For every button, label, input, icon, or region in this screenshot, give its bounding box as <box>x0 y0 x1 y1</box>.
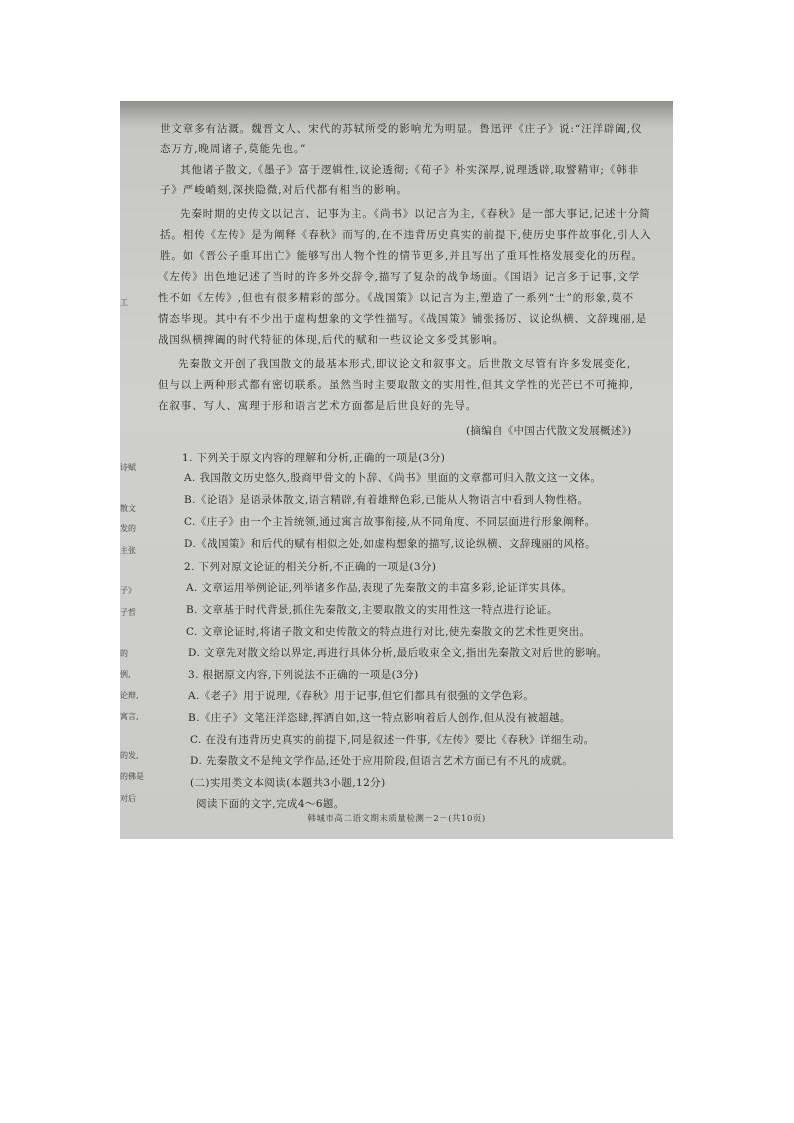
margin-fragment: 子》 <box>120 586 136 595</box>
question-option: C. 文章论证时,将诸子散文和史传散文的特点进行对比,使先秦散文的艺术性更突出。 <box>186 626 591 638</box>
paragraph-line: 但与以上两种形式都有密切联系。虽然当时主要取散文的实用性,但其文学性的光芒已不可掩抑, <box>158 379 634 391</box>
margin-fragment: 对后 <box>120 794 136 803</box>
question-option: A.《老子》用于说理,《春秋》用于记事,但它们都具有很强的文学色彩。 <box>188 690 535 702</box>
paragraph-line: 子》严峻峭刻,深挟隐微,对后代都有相当的影响。 <box>160 184 408 196</box>
page-footer: 韩城市高二语文期末质量检测－2－(共10页) <box>307 814 486 824</box>
paragraph-line: 世文章多有沾溉。魏晋文人、宋代的苏轼所受的影响尤为明显。鲁迅评《庄子》说:“汪洋辟阖,仪 <box>160 123 643 135</box>
paragraph-line: 战国纵横捭阖的时代特征的体现,后代的赋和一些议论文多受其影响。 <box>158 334 505 346</box>
question-stem: 3. 根据原文内容,下列说法不正确的一项是(3分) <box>188 669 419 681</box>
paragraph-line: 先秦时期的史传文以记言、记事为主。《尚书》以记言为主,《春秋》是一部大事记,记述十分简 <box>180 208 651 220</box>
question-stem: 1. 下列关于原文内容的理解和分析,正确的一项是(3分) <box>182 452 446 464</box>
section-instruction: 阅读下面的文字,完成4～6题。 <box>196 798 345 810</box>
question-option: B. 文章基于时代背景,抓住先秦散文,主要取散文的实用性这一特点进行论证。 <box>186 604 558 616</box>
paragraph-line: 胜。如《晋公子重耳出亡》能够写出人物个性的情节更多,并且写出了重耳性格发展变化的历程。 <box>160 250 644 262</box>
margin-fragment: 诗赋 <box>120 463 136 472</box>
margin-fragment: 的 <box>120 649 128 658</box>
margin-fragment: 论辩, <box>120 691 139 700</box>
question-option: D. 文章先对散文给以界定,再进行具体分析,最后收束全文,指出先秦散文对后世的影响。 <box>188 647 608 659</box>
margin-fragment: 主张 <box>120 546 136 555</box>
margin-fragment: 子哲 <box>120 608 136 617</box>
margin-fragment: 寓言, <box>120 712 139 721</box>
paragraph-line: 性不如《左传》,但也有很多精彩的部分。《战国策》以记言为主,塑造了一系列“士”的形象,莫不 <box>158 292 634 304</box>
question-option: A. 文章运用举例论证,列举诸多作品,表现了先秦散文的丰富多彩,论证详实具体。 <box>186 582 573 594</box>
question-option: C.《庄子》由一个主旨统领,通过寓言故事衔接,从不同角度、不同层面进行形象阐释。 <box>184 516 596 528</box>
paragraph-line: 态万方,晚周诸子,莫能先也。” <box>160 143 307 155</box>
paragraph-line: 其他诸子散文,《墨子》富于逻辑性,议论透彻;《荀子》朴实深厚,说理透辟,取譬精审;《韩非 <box>180 164 640 176</box>
margin-fragment: 的佛是 <box>120 772 144 781</box>
paragraph-line: 括。相传《左传》是为阐释《春秋》而写的,在不违背历史真实的前提下,使历史事件故事化,引人入 <box>160 229 652 241</box>
question-option: C. 在没有违背历史真实的前提下,同是叙述一件事,《左传》要比《春秋》详细生动。 <box>190 734 595 746</box>
paragraph-line: 情态毕现。其中有不少出于虚构想象的文学性描写。《战国策》铺张扬厉、议论纵横、文辞瑰丽,是 <box>158 313 648 325</box>
question-option: D. 先秦散文不是纯文学作品,还处于应用阶段,但语言艺术方面已有不凡的成就。 <box>190 755 574 767</box>
margin-fragment: 例, <box>120 670 131 679</box>
paragraph-line: 在叙事、写人、寓理于形和语言艺术方面都是后世良好的先导。 <box>158 400 478 412</box>
paragraph-line: 先秦散文开创了我国散文的最基本形式,即议论文和叙事文。后世散文尽管有许多发展变化, <box>178 358 632 370</box>
section-heading: (二)实用类文本阅读(本题共3小题,12分) <box>190 777 386 789</box>
paragraph-line: 《左传》出色地记述了当时的许多外交辞令,描写了复杂的战争场面。《国语》记言多于记事,文学 <box>158 271 641 283</box>
margin-fragment: 发的 <box>120 524 136 533</box>
margin-fragment: 散文 <box>120 504 136 513</box>
source-citation: (摘编自《中国古代散文发展概述》) <box>466 425 632 437</box>
margin-fragment: 工 <box>120 298 128 307</box>
scanned-page-photo <box>120 101 673 839</box>
question-option: B.《庄子》文笔汪洋恣肆,挥洒自如,这一特点影响着后人创作,但从没有被超越。 <box>188 712 571 724</box>
margin-fragment: 的发, <box>120 751 139 760</box>
question-option: B.《论语》是语录体散文,语言精辟,有着雄辩色彩,已能从人物语言中看到人物性格。 <box>184 494 589 506</box>
question-option: A. 我国散文历史悠久,殷商甲骨文的卜辞、《尚书》里面的文章都可归入散文这一文体。 <box>184 472 602 484</box>
question-option: D.《战国策》和后代的赋有相似之处,如虚构想象的描写,议论纵横、文辞瑰丽的风格。 <box>184 538 597 550</box>
question-stem: 2. 下列对原文论证的相关分析,不正确的一项是(3分) <box>184 561 437 573</box>
